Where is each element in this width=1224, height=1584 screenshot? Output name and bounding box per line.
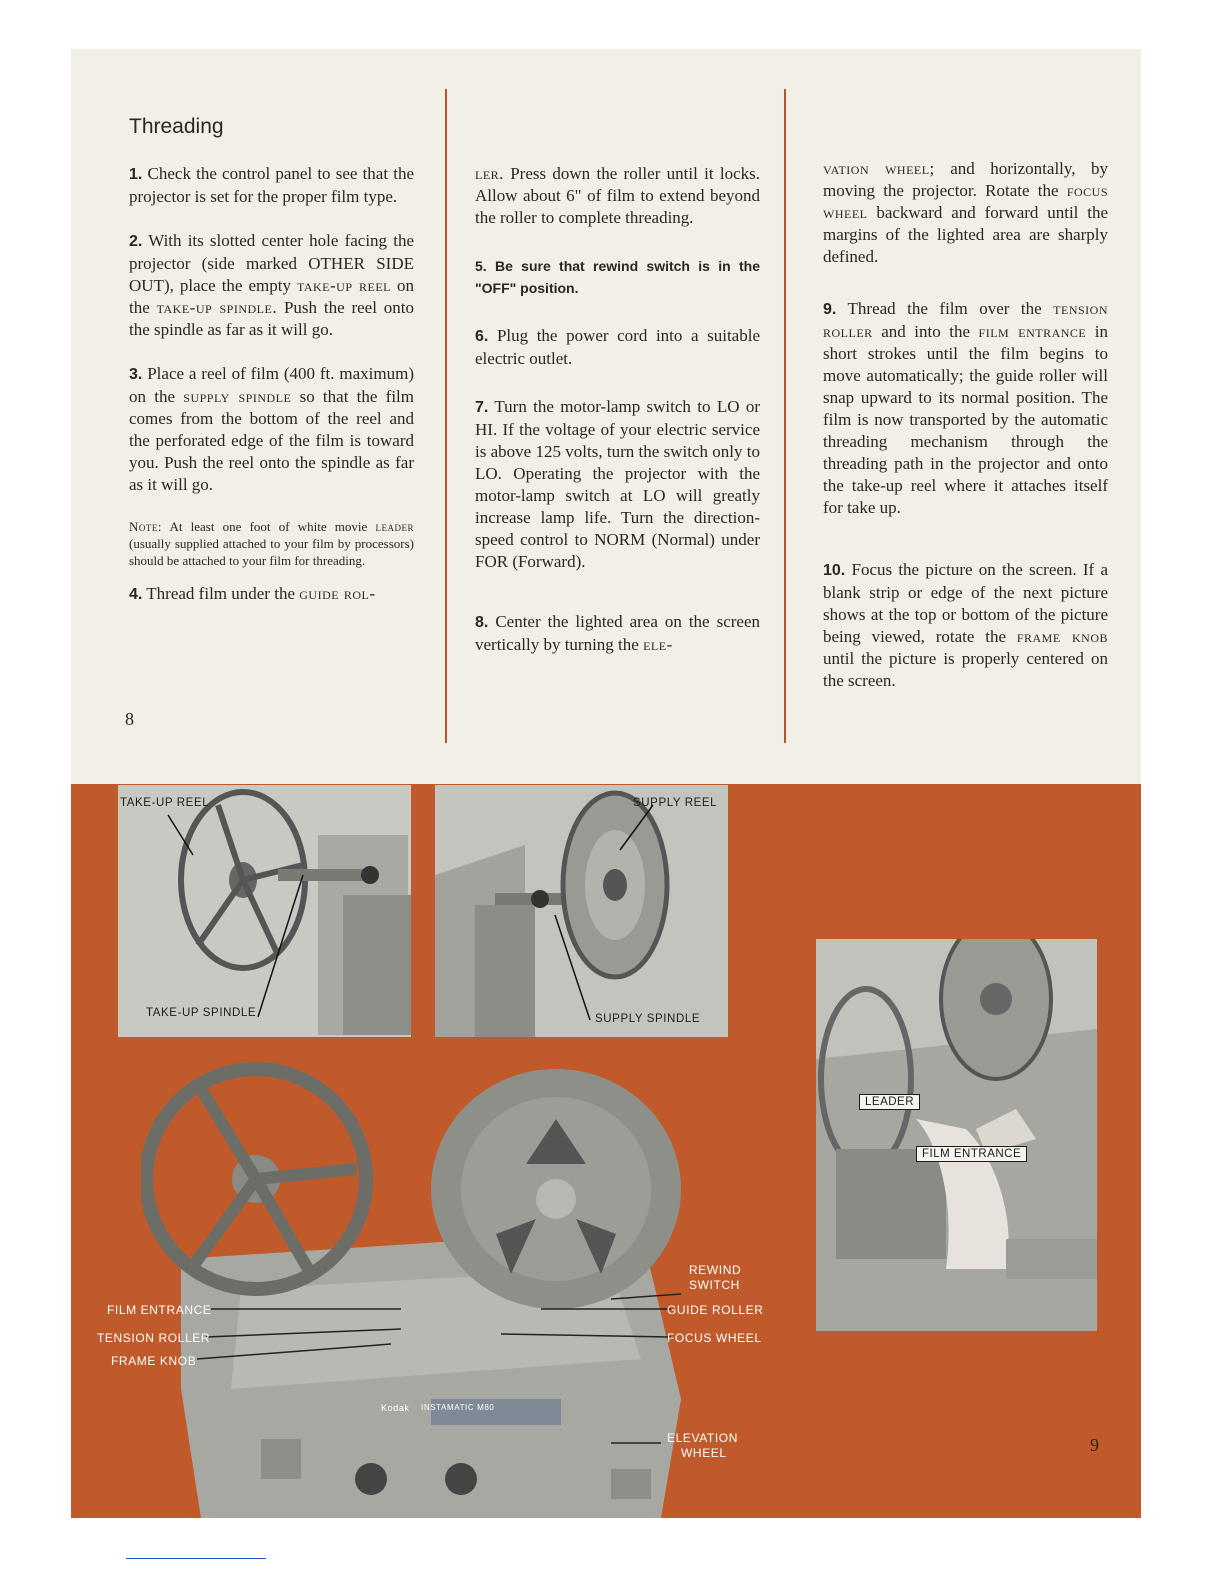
label-rewind-switch-1: REWIND: [689, 1263, 742, 1277]
step-4: 4. Thread film under the guide rol-: [129, 584, 376, 603]
column-1: [129, 163, 414, 606]
step-2: 2. With its slotted center hole facing the projector (side marked OTHER SIDE OUT), place the empty take-up reel on the take-up spindle. Push the reel onto the spindle as far as it will go.: [129, 231, 414, 339]
step-7: 7. Turn the motor-lamp switch to LO or HI. If the voltage of your electric service is above 125 volts, turn the switch only to LO. Operating the projector with the motor-lamp switch at LO will greatly increase lamp life. Turn the direction-speed control to NORM (Normal) under FOR (Forward).: [475, 397, 760, 571]
column-2: [475, 163, 760, 656]
column-divider-1: [445, 89, 447, 743]
photo-threading: [816, 939, 1097, 1331]
photo-supply-reel: [435, 785, 728, 1037]
step-4-continued: ler. Press down the roller until it locks. Allow about 6" of film to extend beyond the roller to complete threading.: [475, 164, 760, 227]
projector-model: INSTAMATIC M80: [421, 1403, 495, 1412]
step-9: 9. Thread the film over the tension roller and into the film entrance in short strokes until the film begins to move automatically; the guide roller will snap upward to its normal position. The film is now transported by the automatic threading mechanism through the threading path in the projector and onto the take-up reel where it attaches itself for take up.: [823, 299, 1109, 517]
step-8-continued: vation wheel; and horizontally, by moving the projector. Rotate the focus wheel backward and forward until the margins of the lighted area are sharply defined.: [823, 159, 1109, 266]
label-guide-roller: GUIDE ROLLER: [667, 1303, 764, 1317]
footer-underline: [126, 1558, 266, 1559]
step-10: 10. Focus the picture on the screen. If a blank strip or edge of the next picture shows at the top or bottom of the picture being viewed, rotate the frame knob until the picture is properly centered on the screen.: [823, 560, 1108, 690]
step-5: 5. Be sure that rewind switch is in the "OFF" position.: [475, 258, 760, 296]
label-elevation-wheel-1: ELEVATION: [667, 1431, 738, 1445]
threading-illustration: [816, 939, 1097, 1331]
page-title: Threading: [129, 115, 224, 138]
label-supply-spindle: SUPPLY SPINDLE: [595, 1013, 701, 1025]
page-number-right: 9: [1090, 1435, 1099, 1455]
label-frame-knob: FRAME KNOB: [111, 1354, 197, 1368]
page-number-left: 8: [125, 709, 134, 729]
note: Note: At least one foot of white movie leader (usually supplied attached to your film by processors) should be attached to your film for threading.: [129, 519, 414, 568]
callout-lines: [71, 1249, 791, 1509]
label-film-entrance-tag: FILM ENTRANCE: [916, 1146, 1027, 1162]
label-take-up-reel: TAKE-UP REEL: [120, 797, 210, 809]
label-tension-roller: TENSION ROLLER: [97, 1331, 211, 1345]
supply-reel-illustration: [435, 785, 728, 1037]
projector-brand: Kodak: [381, 1403, 410, 1413]
instruction-page-spread: [71, 49, 1141, 1518]
step-6: 6. Plug the power cord into a suitable electric outlet.: [475, 326, 760, 368]
label-elevation-wheel-2: WHEEL: [681, 1446, 727, 1460]
step-8: 8. Center the lighted area on the screen vertically by turning the ele-: [475, 612, 760, 654]
label-leader: LEADER: [859, 1094, 920, 1110]
take-up-reel-illustration: [118, 785, 411, 1037]
label-film-entrance: FILM ENTRANCE: [107, 1303, 212, 1317]
column-3: [823, 158, 1108, 692]
photo-take-up-reel: [118, 785, 411, 1037]
label-rewind-switch-2: SWITCH: [689, 1278, 740, 1292]
column-divider-2: [784, 89, 786, 743]
label-focus-wheel: FOCUS WHEEL: [667, 1331, 762, 1345]
step-3: 3. Place a reel of film (400 ft. maximum) on the supply spindle so that the film comes from the bottom of the reel and the perforated edge of the film is toward you. Push the reel onto the spindle as far as it will go.: [129, 364, 415, 494]
step-1: 1. Check the control panel to see that the projector is set for the proper film type.: [129, 164, 415, 206]
label-take-up-spindle: TAKE-UP SPINDLE: [146, 1007, 257, 1019]
label-supply-reel: SUPPLY REEL: [633, 797, 718, 809]
